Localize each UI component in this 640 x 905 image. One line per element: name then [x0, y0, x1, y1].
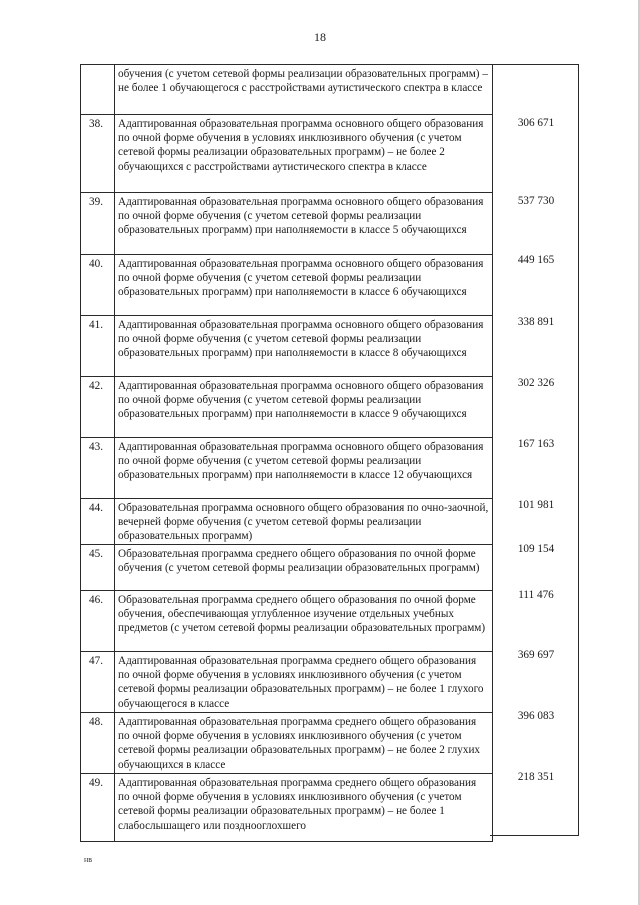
- program-description: Адаптированная образовательная программа основного общего образования по очной форме обучения (с учетом сетевой формы реализации образовательных программ) при наполняемости в классе 12 обучающихся: [115, 438, 493, 499]
- row-number: 49.: [81, 774, 115, 842]
- cost-value: 218 351: [517, 771, 555, 783]
- row-number: 39.: [81, 193, 115, 255]
- program-description: Образовательная программа среднего общего образования по очной форме обучения, обеспечивающая углубленное изучение отдельных учебных предметов (с учетом сетевой формы реализации образовательных программ): [115, 591, 493, 652]
- cost-value: 111 476: [518, 589, 554, 601]
- row-number: 42.: [81, 377, 115, 438]
- row-number: 48.: [81, 713, 115, 774]
- cost-value: 101 981: [517, 499, 555, 511]
- row-number: [81, 65, 115, 115]
- cost-value: 396 083: [517, 710, 555, 722]
- row-number: 45.: [81, 545, 115, 591]
- row-number: 41.: [81, 316, 115, 377]
- cost-value: 537 730: [517, 195, 555, 207]
- table-row: [81, 377, 493, 438]
- table-row: [81, 316, 493, 377]
- table-row: [81, 652, 493, 713]
- program-description: Адаптированная образовательная программа среднего общего образования по очной форме обучения в условиях инклюзивного обучения (с учетом сетевой формы реализации образовательных программ) – не более 1 слабослышащего или позднооглохшего: [115, 774, 493, 842]
- cost-value: 167 163: [517, 438, 555, 450]
- program-description: обучения (с учетом сетевой формы реализации образовательных программ) – не более 1 обучающегося с расстройствами аутистического спектра в классе: [115, 65, 493, 115]
- table-row: [81, 713, 493, 774]
- row-number: 44.: [81, 499, 115, 545]
- cost-value: 338 891: [517, 316, 555, 328]
- table-row: [81, 255, 493, 316]
- row-number: 40.: [81, 255, 115, 316]
- cost-value: 449 165: [517, 254, 555, 266]
- cost-value: 306 671: [517, 117, 555, 129]
- program-description: Образовательная программа среднего общего образования по очной форме обучения (с учетом сетевой формы реализации образовательных программ): [115, 545, 493, 591]
- cost-value: 302 326: [517, 377, 555, 389]
- program-description: Адаптированная образовательная программа среднего общего образования по очной форме обучения в условиях инклюзивного обучения (с учетом сетевой формы реализации образовательных программ) – не более 2 глухих обучающихся в классе: [115, 713, 493, 774]
- program-description: Адаптированная образовательная программа основного общего образования по очной форме обучения в условиях инклюзивного обучения (с учетом сетевой формы реализации образовательных программ) – не более 2 обучающихся с расстройствами аутистического спектра в классе: [115, 115, 493, 193]
- program-description: Адаптированная образовательная программа основного общего образования по очной форме обучения (с учетом сетевой формы реализации образовательных программ) при наполняемости в классе 8 обучающихся: [115, 316, 493, 377]
- program-description: Адаптированная образовательная программа основного общего образования по очной форме обучения (с учетом сетевой формы реализации образовательных программ) при наполняемости в классе 6 обучающихся: [115, 255, 493, 316]
- row-number: 43.: [81, 438, 115, 499]
- program-description: Адаптированная образовательная программа основного общего образования по очной форме обучения (с учетом сетевой формы реализации образовательных программ) при наполняемости в классе 5 обучающихся: [115, 193, 493, 255]
- row-number: 46.: [81, 591, 115, 652]
- program-description: Образовательная программа основного общего образования по очно-заочной, вечерней форме обучения (с учетом сетевой формы реализации образовательных программ): [115, 499, 493, 545]
- table-row: [81, 438, 493, 499]
- table-row: [81, 545, 493, 591]
- table-row: [81, 774, 493, 842]
- program-description: Адаптированная образовательная программа основного общего образования по очной форме обучения (с учетом сетевой формы реализации образовательных программ) при наполняемости в классе 9 обучающихся: [115, 377, 493, 438]
- footer-mark: нв: [84, 855, 93, 864]
- table-row: [81, 499, 493, 545]
- cost-value: 109 154: [517, 543, 555, 555]
- row-number: 47.: [81, 652, 115, 713]
- table-row: [81, 115, 493, 193]
- tariff-table: [80, 64, 493, 842]
- page-number: 18: [314, 30, 326, 44]
- program-description: Адаптированная образовательная программа среднего общего образования по очной форме обучения в условиях инклюзивного обучения (с учетом сетевой формы реализации образовательных программ) – не более 1 глухого обучающегося в классе: [115, 652, 493, 713]
- table-row: [81, 65, 493, 115]
- table-row: [81, 193, 493, 255]
- cost-value: 369 697: [517, 649, 555, 661]
- row-number: 38.: [81, 115, 115, 193]
- table-row: [81, 591, 493, 652]
